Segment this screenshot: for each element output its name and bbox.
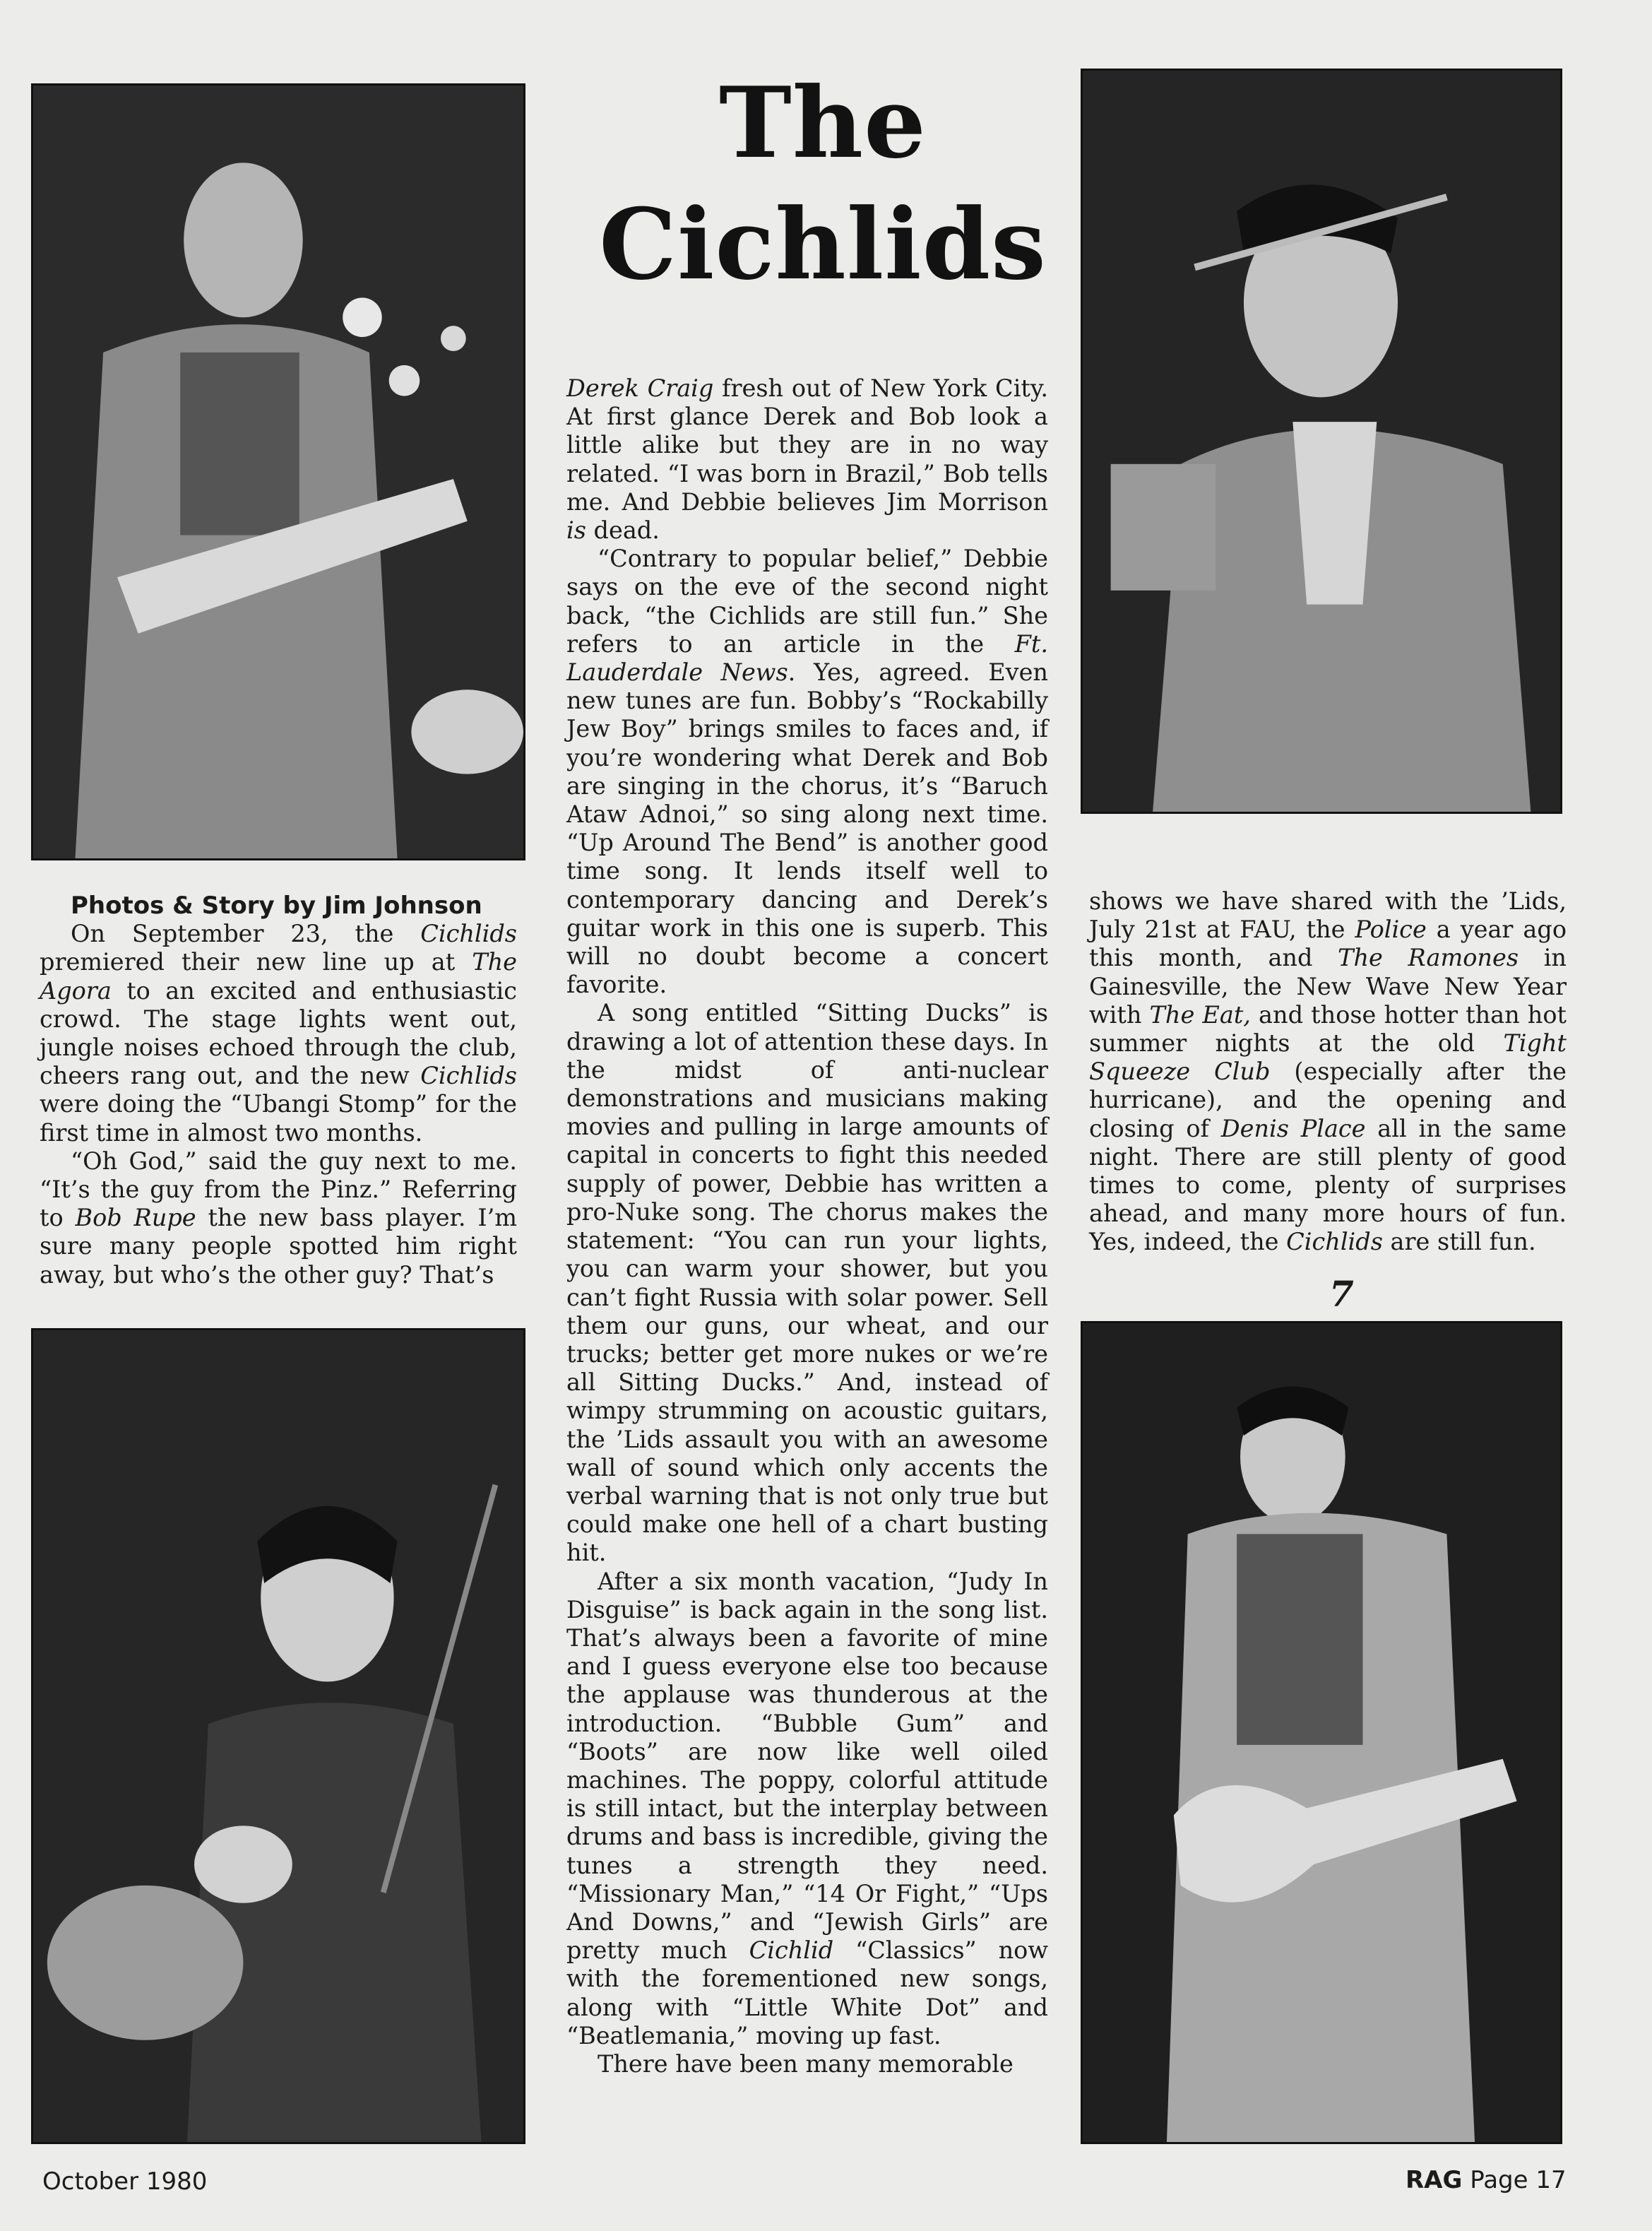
footer-date: October 1980 — [42, 2167, 208, 2196]
paragraph: There have been many memorable — [598, 2049, 1014, 2078]
end-mark: 7 — [1329, 1273, 1354, 1315]
page-number: Page 17 — [1462, 2166, 1567, 2194]
paragraph: shows we have shared with the ’Lids, July 21st at FAU, the Police a year ago this month, and The Ramones in Gainesville, the New Wave New Year with The Eat, and those hotter than hot summer nights at the old Tight Squeeze Club (especially after the hurricane), and the opening and closing of Denis Place all in the same night. There are still plenty of good times to come, plenty of surprises ahead, and many more hours of fun. Yes, indeed, the Cichlids are still fun. — [1089, 887, 1567, 1256]
column-right — [1089, 887, 1567, 1257]
footer-page — [1406, 2166, 1567, 2194]
paragraph: After a six month vacation, “Judy In Disguise” is back again in the song list. That’s always been a favorite of mine and I guess everyone else too because the applause was thunderous at the introduction. “Bubble Gum” and “Boots” are now like well oiled machines. The poppy, colorful attitude is still intact, but the interplay between drums and bass is incredible, giving the tunes a strength they need. “Missionary Man,” “14 Or Fight,” “Ups And Downs,” and “Jewish Girls” are pretty much Cichlid “Classics” now with the forementioned new songs, along with “Little White Dot” and “Beatlemania,” moving up fast. — [566, 1567, 1048, 2049]
byline: Photos & Story by Jim Johnson — [71, 892, 482, 920]
article-title — [537, 62, 1109, 305]
paragraph: A song entitled “Sitting Ducks” is drawing a lot of attention these days. In the midst of anti-nuclear demonstrations and musicians making movies and pulling in large amounts of capital in concerts to fight this needed supply of power, Debbie has written a pro-Nuke song. The chorus makes the statement: “You can run your lights, you can warm your shower, but you can’t fight Russia with solar power. Sell them our guns, our wheat, and our trucks; better get more nukes or we’re all Sitting Ducks.” And, instead of wimpy strumming on acoustic guitars, the ’Lids assault you with an awesome wall of sound which only accents the verbal warning that is not only true but could make one hell of a chart busting hit. — [566, 999, 1048, 1567]
paragraph: Derek Craig fresh out of New York City. At first glance Derek and Bob look a little alike but they are in no way related. “I was born in Brazil,” Bob tells me. And Debbie believes Jim Morrison is dead. — [566, 374, 1048, 545]
photo-bassist-bottom-right — [1081, 1321, 1562, 2144]
paragraph: “Oh God,” said the guy next to me. “It’s the guy from the Pinz.” Referring to Bob Rupe the new bass player. I’m sure many people spotted him right away, but who’s the other guy? That’s — [40, 1147, 518, 1289]
photo-female-singer-bottom-left — [31, 1328, 525, 2144]
photo-singer-top-right — [1081, 69, 1562, 814]
photo-guitarist-top-left — [31, 83, 525, 860]
column-left — [40, 892, 517, 1289]
title-line-1: The — [719, 65, 927, 180]
paragraph: “Contrary to popular belief,” Debbie says on the eve of the second night back, “the Cichlids are still fun.” She refers to an article in the Ft. Lauderdale News. Yes, agreed. Even new tunes are fun. Bobby’s “Rockabilly Jew Boy” brings smiles to faces and, if you’re wondering what Derek and Bob are singing in the chorus, it’s “Baruch Ataw Adnoi,” so sing along next time. “Up Around The Bend” is another good time song. It lends itself well to contemporary dancing and Derek’s guitar work in this one is superb. This will no doubt become a concert favorite. — [566, 545, 1049, 999]
column-middle — [566, 374, 1048, 2078]
paragraph: On September 23, the Cichlids premiered their new line up at The Agora to an excited and enthusiastic crowd. The stage lights went out, jungle noises echoed through the club, cheers rang out, and the new Cichlids were doing the “Ubangi Stomp” for the first time in almost two months. — [40, 920, 517, 1147]
title-line-2: Cichlids — [599, 187, 1047, 302]
magazine-name: RAG — [1406, 2166, 1463, 2194]
